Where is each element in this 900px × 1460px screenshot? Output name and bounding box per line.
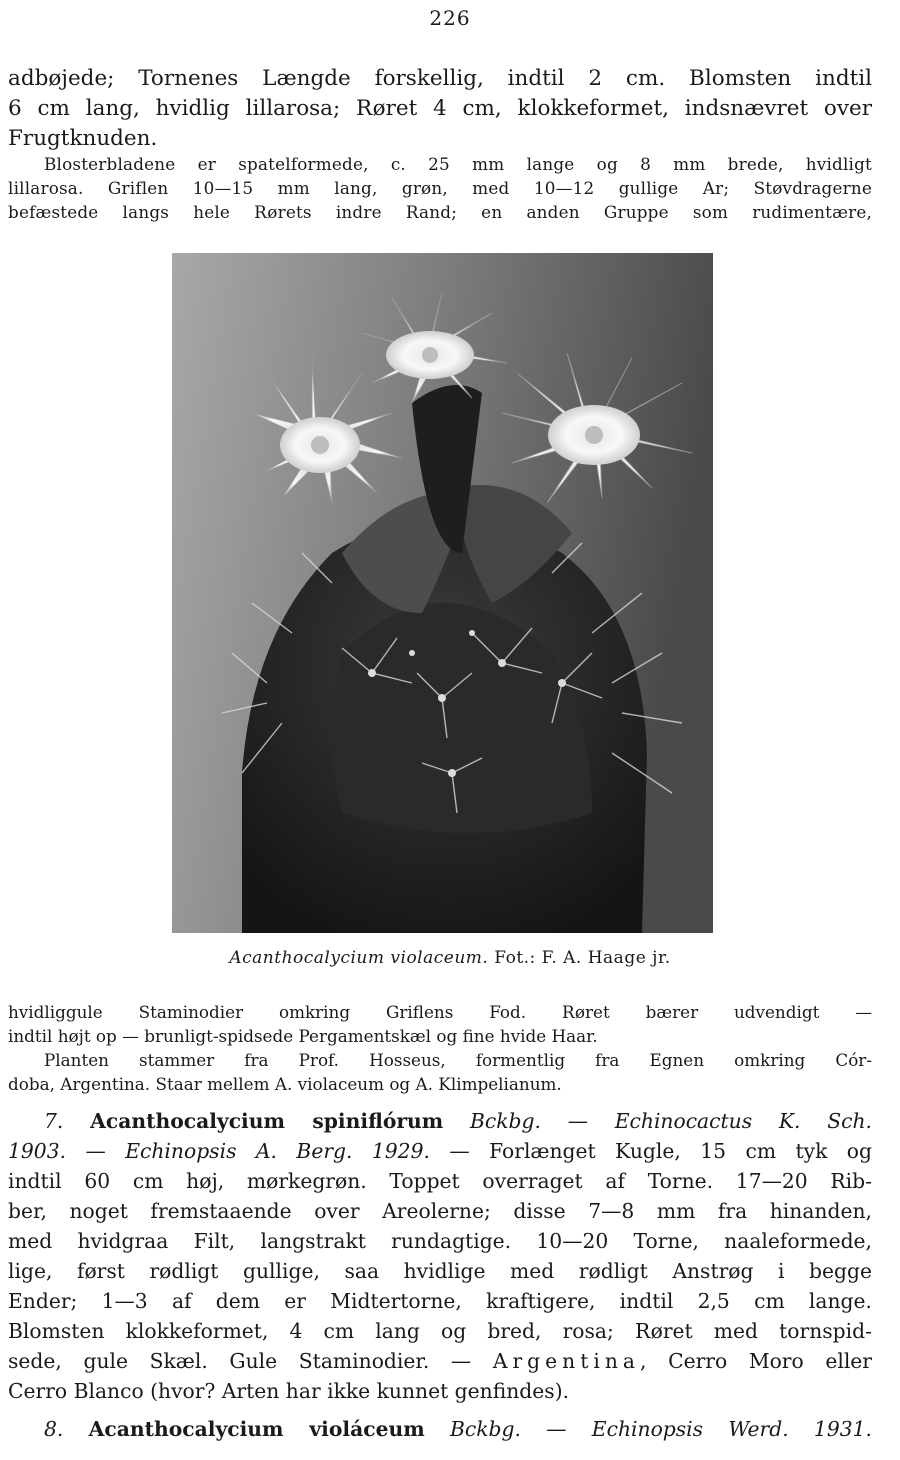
text-line: indtil højt op — brunligt-spidsede Pergamentskæl og fine hvide Haar. [8, 1026, 598, 1046]
species-name: Acanthocalycium spiniflórum [90, 1109, 444, 1133]
species-author: Bckbg. [469, 1109, 541, 1133]
species-entry-7 [8, 1106, 872, 1406]
synonym: Echinopsis Werd. 1931. [591, 1417, 872, 1441]
description-start: — Forlænget Kugle, 15 cm tyk og [429, 1139, 872, 1163]
dash: — [520, 1417, 592, 1441]
text-line: Frugtknuden. [8, 126, 158, 151]
caption-species: Acanthocalycium violaceum. [229, 948, 489, 968]
page-number: 226 [429, 6, 471, 30]
entry-number: 7. [44, 1109, 64, 1133]
text-line: med hvidgraa Filt, langstrakt rundagtige. 10—20 Torne, naaleformede, [8, 1229, 872, 1253]
paragraph-staminodes [8, 1000, 872, 1096]
text-line [8, 1106, 872, 1136]
figure-caption [0, 948, 900, 968]
text-line: adbøjede; Tornenes Længde forskellig, indtil 2 cm. Blomsten indtil [8, 66, 872, 91]
text-line: lillarosa. Griflen 10—15 mm lang, grøn, med 10—12 gullige Ar; Støvdragerne [8, 178, 872, 198]
paragraph-continued [8, 64, 872, 154]
synonym-2: Echinopsis A. Berg. 1929. [125, 1139, 430, 1163]
text-line: befæstede langs hele Rørets indre Rand; en anden Gruppe som rudimentære, [8, 202, 872, 222]
text-line: lige, først rødligt gullige, saa hvidlige med rødligt Anstrøg i begge [8, 1259, 872, 1283]
text-line: Cerro Blanco (hvor? Arten har ikke kunnet genfindes). [8, 1379, 570, 1403]
text-line [8, 1414, 872, 1444]
paragraph-flower-description [8, 152, 872, 224]
text-line [8, 1346, 872, 1376]
dash: — [66, 1139, 126, 1163]
entry-number: 8. [44, 1417, 64, 1441]
species-entry-8 [8, 1414, 872, 1444]
country-name: Argentina [492, 1349, 641, 1373]
cactus-photo-illustration [172, 253, 713, 933]
text-line: 6 cm lang, hvidlig lillarosa; Røret 4 cm, klokkeformet, indsnævret over [8, 96, 872, 121]
text-line: Planten stammer fra Prof. Hosseus, formentlig fra Egnen omkring Cór- [44, 1050, 872, 1070]
dash: — [540, 1109, 615, 1133]
caption-credit: Fot.: F. A. Haage jr. [494, 948, 671, 968]
text-line: Blomsten klokkeformet, 4 cm lang og bred, rosa; Røret med tornspid- [8, 1319, 872, 1343]
cactus-photo [172, 253, 713, 933]
text-line: Blosterbladene er spatelformede, c. 25 mm lange og 8 mm brede, hvidligt [44, 154, 872, 174]
synonym-1: Echinocactus K. Sch. [614, 1109, 872, 1133]
synonym-1-year: 1903. [8, 1139, 67, 1163]
text-line: indtil 60 cm høj, mørkegrøn. Toppet overraget af Torne. 17—20 Rib- [8, 1169, 872, 1193]
species-name: Acanthocalycium violáceum [88, 1417, 425, 1441]
text-line: doba, Argentina. Staar mellem A. violaceum og A. Klimpelianum. [8, 1074, 562, 1094]
species-author: Bckbg. [449, 1417, 521, 1441]
text-line [8, 1136, 872, 1166]
text-line: ber, noget fremstaaende over Areolerne; disse 7—8 mm fra hinanden, [8, 1199, 872, 1223]
text-fragment: sede, gule Skæl. Gule Staminodier. — [8, 1349, 493, 1373]
text-line: hvidliggule Staminodier omkring Griflens Fod. Røret bærer udvendigt — [8, 1002, 872, 1022]
text-fragment: , Cerro Moro eller [640, 1349, 872, 1373]
text-line: Ender; 1—3 af dem er Midtertorne, kraftigere, indtil 2,5 cm lange. [8, 1289, 872, 1313]
